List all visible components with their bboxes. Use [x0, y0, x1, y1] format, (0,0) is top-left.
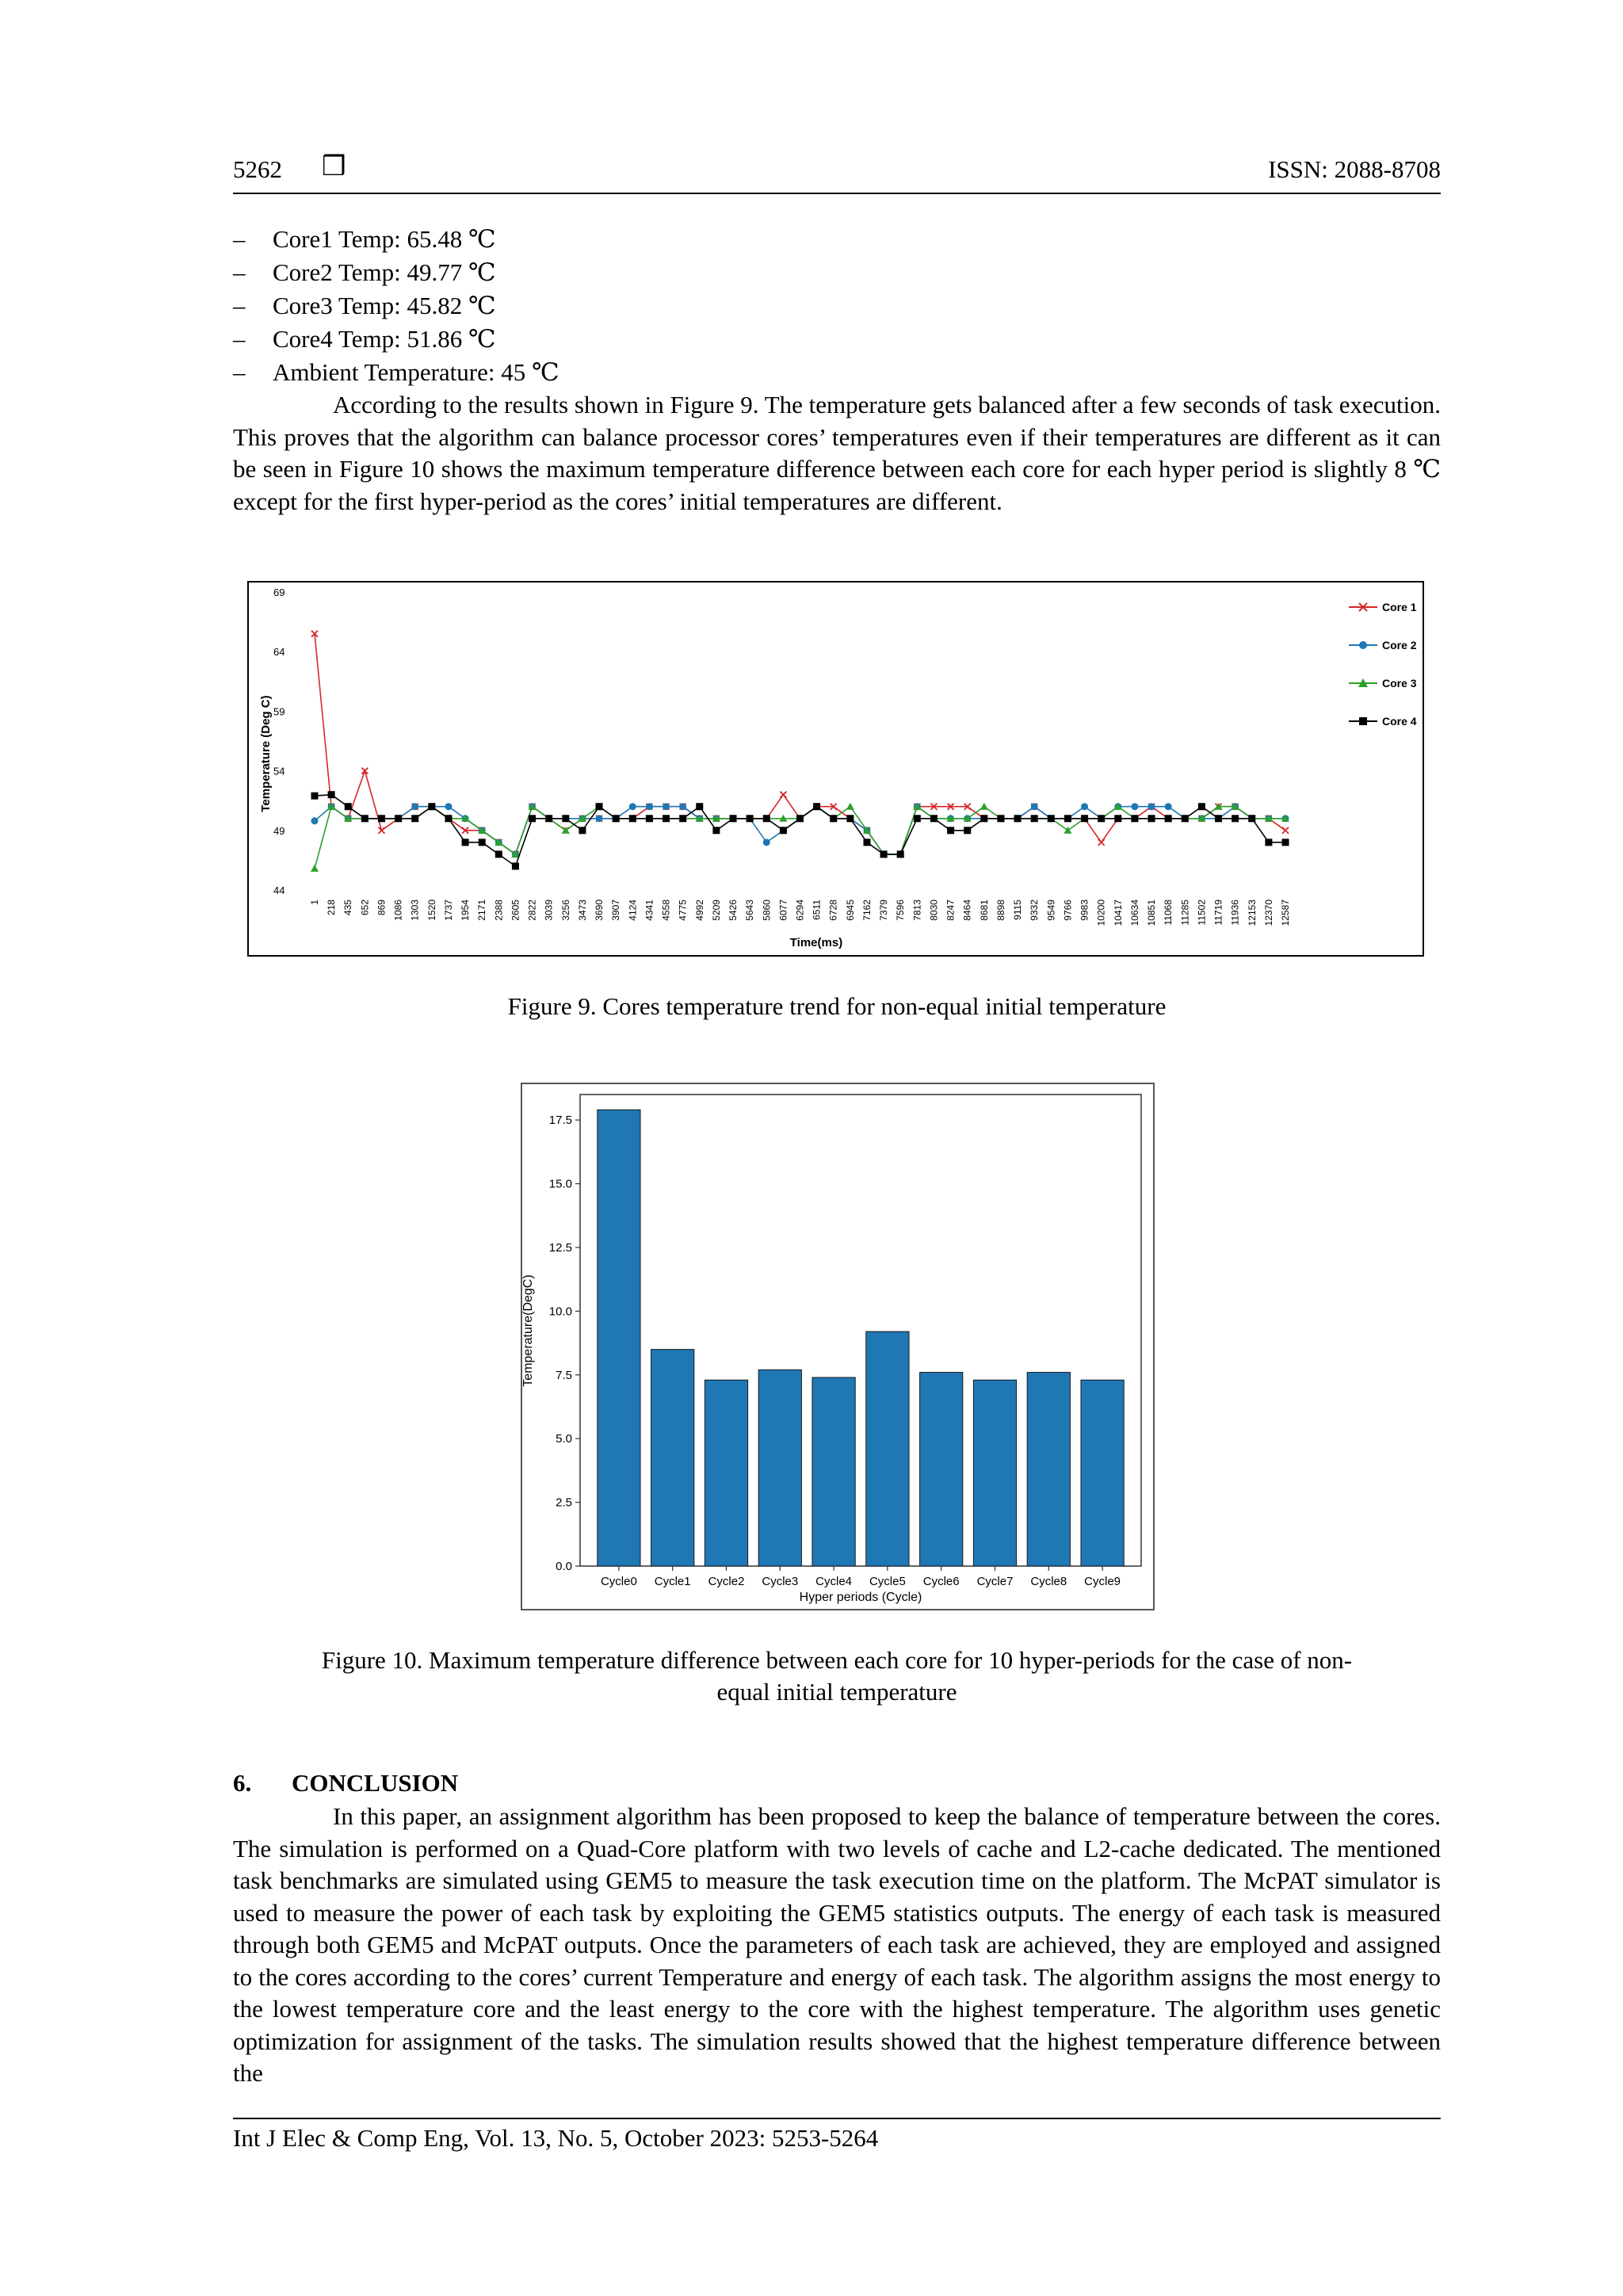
data-point: [747, 815, 754, 822]
figure-9-xtick-label: 9766: [1062, 900, 1074, 921]
figure-9-xtick-label: 10634: [1128, 900, 1140, 926]
header-symbol: ❒: [322, 151, 346, 182]
data-point: [914, 815, 921, 822]
data-point: [545, 815, 552, 822]
data-point: [1265, 839, 1272, 846]
data-point: [1165, 815, 1172, 822]
data-point: [679, 803, 686, 810]
data-point: [462, 839, 469, 846]
figure-10-ytick-label: 10.0: [548, 1305, 572, 1319]
figure-9-xtick-label: 7596: [895, 900, 907, 921]
data-point: [361, 815, 369, 822]
data-point: [345, 803, 352, 810]
data-point: [780, 827, 787, 834]
figure-9-ylabel: Temperature (Deg C): [259, 695, 273, 812]
data-point: [495, 850, 502, 858]
figure-9-xtick-label: 4775: [677, 900, 689, 921]
figure-9-xtick-label: 9115: [1012, 900, 1024, 920]
data-point: [411, 803, 418, 810]
data-point: [445, 803, 452, 810]
figure-9-xtick-label: 869: [376, 900, 388, 916]
legend-label: Core 3: [1382, 677, 1417, 690]
figure-9-xtick-label: 4124: [627, 900, 639, 921]
data-point: [1098, 815, 1105, 822]
data-point: [596, 815, 603, 822]
data-point: [712, 827, 720, 834]
data-point: [529, 815, 536, 822]
conclusion-paragraph: In this paper, an assignment algorithm has been proposed to keep the balance of temperature between the cores. The simulation is performed on a Quad-Core platform with two levels of cache and L2-cache dedicated. The mentioned task benchmarks are simulated using GEM5 to measure the task execution time on the platform. The McPAT simulator is used to measure the power of each task by exploiting the GEM5 statistics outputs. The energy of each task is measured through both GEM5 and McPAT outputs. Once the parameters of each task are achieved, they are employed and assigned to the cores according to the cores’ current Temperature and energy of each task. The algorithm assigns the most energy to the lowest temperature core and the least energy to the core with the highest temperature. The algorithm uses genetic optimization for assignment of the tasks. The simulation results showed that the highest temperature difference between the: [233, 1802, 1441, 2087]
figure-10-xtick-label: Cycle3: [762, 1575, 799, 1588]
data-point: [1248, 815, 1255, 822]
figure-9-xtick-label: 6294: [794, 900, 806, 921]
data-point: [679, 815, 686, 822]
data-point: [696, 803, 703, 810]
figure-9-xtick-label: 1086: [392, 900, 404, 921]
data-point: [311, 793, 319, 800]
figure-9-xtick-label: 6077: [777, 900, 789, 921]
figure-9-xtick-label: 2605: [510, 900, 521, 921]
data-point: [596, 803, 603, 810]
bar-cycle4: [812, 1377, 855, 1566]
figure-10-xtick-label: Cycle1: [654, 1575, 691, 1588]
figure-9-xtick-label: 3256: [559, 900, 571, 921]
figure-10-xtick-label: Cycle2: [708, 1575, 745, 1588]
figure-10-ytick-label: 17.5: [548, 1114, 572, 1128]
data-point: [1131, 815, 1138, 822]
figure-9-xtick-label: 10417: [1112, 900, 1124, 926]
figure-9-xtick-label: 5860: [761, 900, 773, 921]
data-point: [646, 803, 653, 810]
bar-cycle0: [598, 1110, 640, 1566]
figure-9-xtick-label: 3690: [594, 900, 605, 921]
figure-9-ytick-label: 54: [273, 765, 285, 777]
figure-10-ytick-label: 12.5: [548, 1240, 572, 1255]
page-number: 5262: [233, 155, 282, 183]
figure-10-xtick-label: Cycle8: [1030, 1575, 1067, 1588]
data-point: [1148, 803, 1155, 810]
data-point: [311, 817, 319, 824]
data-point: [997, 815, 1004, 822]
figure-9-xtick-label: 10851: [1146, 900, 1158, 926]
data-point: [663, 803, 670, 810]
figure-9-xtick-label: 5209: [710, 900, 722, 921]
bar-cycle5: [866, 1331, 909, 1566]
figure-9-xtick-label: 1737: [442, 900, 454, 921]
bar-cycle9: [1081, 1380, 1124, 1566]
data-point: [378, 815, 385, 822]
legend-label: Core 4: [1382, 715, 1417, 728]
data-point: [1031, 803, 1038, 810]
figure-9-xtick-label: 6945: [844, 900, 856, 921]
data-point: [663, 815, 670, 822]
figure-10-xtick-label: Cycle4: [815, 1575, 853, 1588]
figure-9-xtick-label: 5643: [744, 900, 756, 921]
figure-9-ytick-label: 69: [273, 586, 285, 598]
figure-9-ytick-label: 49: [273, 824, 285, 837]
data-point: [562, 815, 569, 822]
data-point: [1282, 839, 1289, 846]
data-point: [395, 815, 402, 822]
data-point: [1232, 815, 1239, 822]
figure-9-xtick-label: 1: [309, 900, 320, 905]
data-point: [1114, 815, 1121, 822]
figure-9-xtick-label: 9549: [1045, 900, 1057, 921]
section-heading: 6. CONCLUSION: [233, 1769, 459, 1797]
figure-9-xtick-label: 2171: [476, 900, 488, 921]
issn: ISSN: 2088-8708: [1268, 155, 1441, 183]
bullet-item: – Core2 Temp: 49.77 ℃: [233, 258, 496, 286]
figure-9-xtick-label: 12587: [1280, 900, 1291, 926]
figure-10-ytick-label: 5.0: [556, 1432, 572, 1446]
data-point: [730, 815, 737, 822]
figure-9-xtick-label: 1520: [426, 900, 437, 921]
figure-9-xtick-label: 3473: [576, 900, 588, 921]
figure-9-xtick-label: 6511: [811, 900, 823, 920]
figure-9-xtick-label: 12153: [1246, 900, 1258, 926]
results-paragraph: According to the results shown in Figure 9. The temperature gets balanced after a few seconds of task execution. This proves that the algorithm can balance processor cores’ temperatures even if their temperatures are different as it can be seen in Figure 10 shows the maximum temperature difference between each core for each hyper period is slightly 8 ℃ except for the first hyper-period as the cores’ initial temperatures are different.: [233, 391, 1441, 515]
data-point: [846, 815, 854, 822]
data-point: [930, 815, 938, 822]
figure-10-caption-line2: equal initial temperature: [716, 1678, 957, 1706]
data-point: [646, 815, 653, 822]
data-point: [813, 803, 820, 810]
figure-9-xtick-label: 8030: [928, 900, 940, 921]
footer-citation: Int J Elec & Comp Eng, Vol. 13, No. 5, October 2023: 5253-5264: [233, 2124, 879, 2152]
legend-label: Core 2: [1382, 639, 1417, 651]
bullet-item: – Ambient Temperature: 45 ℃: [233, 358, 559, 386]
figure-10-xtick-label: Cycle6: [922, 1575, 960, 1588]
figure-9-xtick-label: 218: [326, 900, 338, 916]
figure-9-ytick-label: 44: [273, 884, 285, 896]
data-point: [629, 803, 636, 810]
data-point: [1014, 815, 1022, 822]
figure-9-xtick-label: 8464: [961, 900, 973, 921]
figure-9-xtick-label: 6728: [827, 900, 839, 921]
data-point: [328, 791, 335, 798]
bar-cycle8: [1027, 1373, 1070, 1566]
bullet-item: – Core1 Temp: 65.48 ℃: [233, 225, 496, 253]
figure-9-xtick-label: 7813: [911, 900, 923, 921]
figure-9-xtick-label: 7379: [878, 900, 890, 921]
figure-9-xtick-label: 10200: [1095, 900, 1107, 926]
figure-9-xtick-label: 9332: [1029, 900, 1041, 921]
data-point: [947, 827, 954, 834]
data-point: [479, 839, 486, 846]
figure-10-ytick-label: 2.5: [556, 1496, 572, 1510]
figure-9-caption: Figure 9. Cores temperature trend for non-equal initial temperature: [507, 992, 1167, 1020]
data-point: [445, 815, 452, 822]
data-point: [1148, 815, 1155, 822]
figure-10-xlabel: Hyper periods (Cycle): [799, 1591, 922, 1604]
figure-9-xtick-label: 4558: [660, 900, 672, 921]
figure-9-xtick-label: 11719: [1212, 900, 1224, 926]
legend-marker: [1359, 717, 1367, 725]
figure-9-xtick-label: 11285: [1179, 900, 1191, 926]
figure-10-xtick-label: Cycle7: [976, 1575, 1014, 1588]
figure-10-xtick-label: Cycle0: [600, 1575, 637, 1588]
figure-10-xtick-label: Cycle5: [869, 1575, 906, 1588]
legend-label: Core 1: [1382, 601, 1417, 613]
data-point: [1064, 815, 1071, 822]
bullet-item: – Core4 Temp: 51.86 ℃: [233, 325, 496, 353]
data-point: [1031, 815, 1038, 822]
data-point: [512, 862, 519, 869]
figure-9-xlabel: Time(ms): [789, 936, 843, 949]
figure-9-xtick-label: 11068: [1163, 900, 1174, 926]
figure-9-xtick-label: 5426: [727, 900, 739, 921]
figure-9-xtick-label: 4992: [693, 900, 705, 921]
figure-9-xtick-label: 11502: [1196, 900, 1208, 926]
data-point: [613, 815, 620, 822]
data-point: [1131, 803, 1138, 810]
figure-9-xtick-label: 12370: [1262, 900, 1274, 926]
figure-10-ytick-label: 0.0: [556, 1560, 572, 1573]
data-point: [980, 815, 987, 822]
figure-10-ytick-label: 15.0: [548, 1177, 572, 1191]
legend-marker: [1359, 641, 1367, 649]
figure-9-xtick-label: 8247: [945, 900, 957, 921]
figure-9-xtick-label: 8898: [995, 900, 1006, 921]
figure-10-xtick-label: Cycle9: [1084, 1575, 1121, 1588]
figure-9-line-chart: [247, 581, 1424, 957]
bar-cycle1: [651, 1350, 694, 1566]
bar-cycle7: [973, 1380, 1016, 1566]
figure-10-caption-line1: Figure 10. Maximum temperature difference between each core for 10 hyper-periods for the case of non-: [321, 1646, 1353, 1674]
bar-cycle6: [920, 1373, 963, 1566]
figure-9-xtick-label: 435: [342, 900, 354, 916]
data-point: [1198, 803, 1205, 810]
footer-rule: [233, 2118, 1441, 2119]
figure-9-ytick-label: 59: [273, 705, 285, 718]
data-point: [629, 815, 636, 822]
figure-9-xtick-label: 9983: [1079, 900, 1090, 921]
data-point: [796, 815, 804, 822]
data-point: [1081, 815, 1088, 822]
figure-9-xtick-label: 652: [359, 900, 371, 916]
data-point: [763, 815, 770, 822]
figure-9-xtick-label: 11936: [1229, 900, 1241, 926]
data-point: [1165, 803, 1172, 810]
data-point: [763, 839, 770, 846]
data-point: [880, 850, 888, 858]
data-point: [1048, 815, 1055, 822]
bar-cycle2: [705, 1380, 747, 1566]
data-point: [411, 815, 418, 822]
figure-9-xtick-label: 1303: [409, 900, 421, 921]
figure-9-xtick-label: 3039: [543, 900, 555, 921]
figure-9-xtick-label: 3907: [610, 900, 622, 921]
data-point: [830, 815, 837, 822]
figure-10-ylabel: Temperature(DegC): [521, 1274, 535, 1387]
data-point: [1182, 815, 1189, 822]
bullet-item: – Core3 Temp: 45.82 ℃: [233, 292, 496, 319]
figure-9-xtick-label: 4341: [643, 900, 655, 921]
figure-9-xtick-label: 1954: [460, 900, 472, 921]
data-point: [1215, 815, 1222, 822]
figure-9-xtick-label: 2388: [493, 900, 505, 921]
data-point: [863, 839, 870, 846]
figure-9-xtick-label: 7162: [861, 900, 873, 921]
data-point: [897, 850, 904, 858]
data-point: [1081, 803, 1088, 810]
bar-cycle3: [758, 1370, 801, 1566]
data-point: [964, 827, 971, 834]
figure-9-xtick-label: 2822: [526, 900, 538, 921]
data-point: [428, 803, 435, 810]
figure-10-bar-chart: [521, 1083, 1155, 1610]
figure-9-ytick-label: 64: [273, 646, 285, 659]
figure-10-ytick-label: 7.5: [556, 1368, 572, 1382]
figure-9-xtick-label: 8681: [978, 900, 990, 921]
data-point: [579, 827, 586, 834]
header-rule: [233, 193, 1441, 194]
